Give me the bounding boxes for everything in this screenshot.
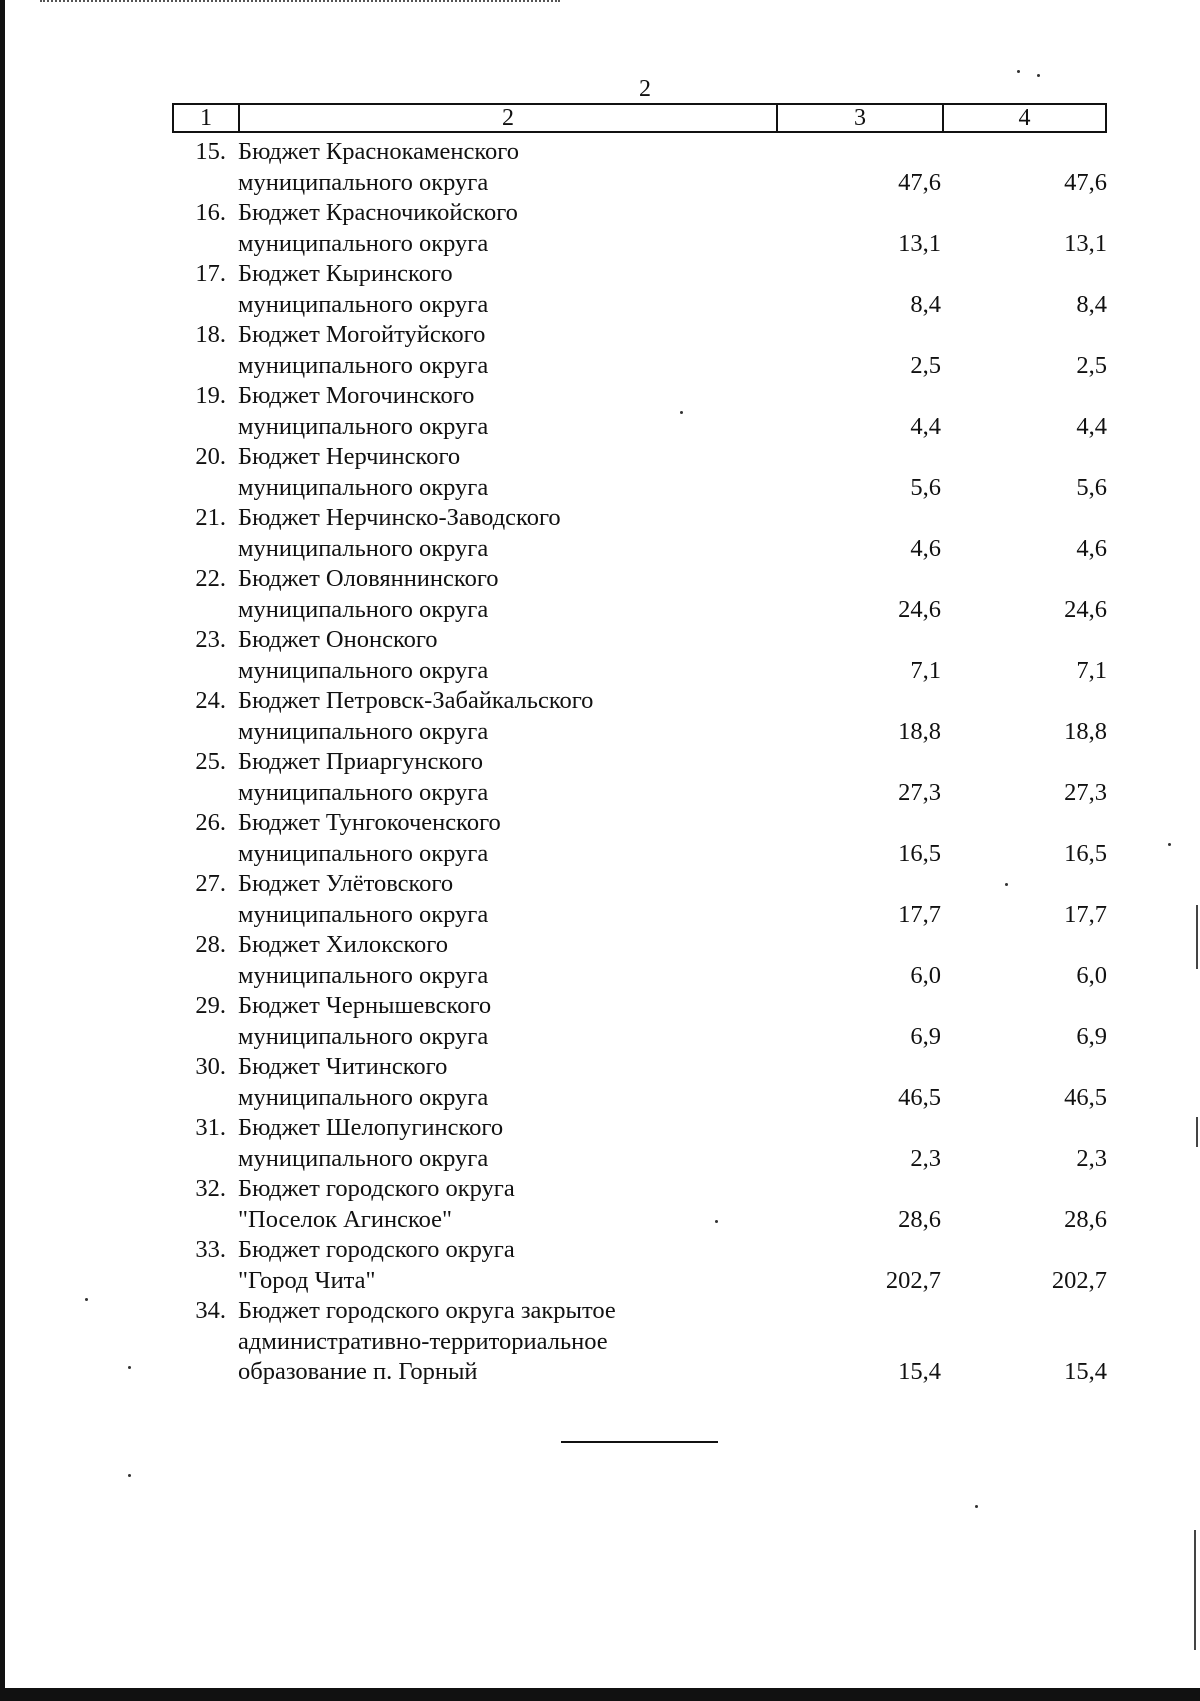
- row-value-col4: 46,5: [1064, 1083, 1107, 1111]
- row-number: 22.: [195, 565, 226, 592]
- row-budget-name-line: муниципального округа: [238, 595, 489, 623]
- row-budget-name-line: Бюджет Нерчинского: [238, 443, 461, 470]
- row-value-col3: 15,4: [898, 1358, 941, 1385]
- row-value-col4: 47,6: [1064, 168, 1107, 196]
- row-number: 34.: [195, 1297, 226, 1324]
- table-row: [172, 625, 1107, 686]
- row-budget-name: [238, 442, 798, 503]
- table-row: [172, 808, 1107, 869]
- row-value-col3: 7,1: [910, 656, 941, 684]
- table-row: [172, 747, 1107, 808]
- row-value-col3: 28,6: [898, 1205, 941, 1233]
- row-value-col3: 27,3: [898, 778, 941, 806]
- row-budget-name-line: Бюджет Красночикойского: [238, 199, 518, 226]
- row-value-col3: 6,0: [910, 961, 941, 989]
- scan-edge-tick: [1196, 1117, 1198, 1147]
- row-budget-name-line: муниципального округа: [238, 900, 489, 928]
- row-number: 25.: [195, 748, 226, 775]
- row-budget-name-line: административно-территориальное: [238, 1327, 608, 1355]
- row-number: 23.: [195, 626, 226, 653]
- row-budget-name: [238, 686, 798, 747]
- row-budget-name: [238, 503, 798, 564]
- scan-speck: [128, 1366, 131, 1369]
- row-value-col3: 4,6: [910, 534, 941, 562]
- row-value-col4: 16,5: [1064, 839, 1107, 867]
- row-budget-name-line: Бюджет Тунгокоченского: [238, 809, 501, 836]
- row-number: 17.: [195, 260, 226, 287]
- row-value-col3: 6,9: [910, 1022, 941, 1050]
- row-budget-name-line: Бюджет Кыринского: [238, 260, 453, 287]
- row-budget-name-line: муниципального округа: [238, 534, 489, 562]
- row-value-col3: 47,6: [898, 168, 941, 196]
- row-budget-name-line: "Поселок Агинское": [238, 1205, 453, 1233]
- row-budget-name: [238, 320, 798, 381]
- scan-speck: [85, 1298, 88, 1301]
- row-value-col3: 24,6: [898, 595, 941, 623]
- table-row: [172, 1052, 1107, 1113]
- row-budget-name-line: муниципального округа: [238, 1022, 489, 1050]
- row-budget-name-line: Бюджет Краснокаменского: [238, 138, 519, 165]
- table-row: [172, 259, 1107, 320]
- row-value-col4: 202,7: [1051, 1266, 1107, 1294]
- row-value-col4: 5,6: [1076, 473, 1107, 501]
- row-value-col3: 17,7: [898, 900, 941, 928]
- row-budget-name-line: Бюджет городского округа закрытое: [238, 1297, 616, 1324]
- scan-speck: [1037, 74, 1040, 77]
- table-row: [172, 1113, 1107, 1174]
- row-number: 29.: [195, 992, 226, 1019]
- row-number: 24.: [195, 687, 226, 714]
- row-budget-name-line: муниципального округа: [238, 229, 489, 257]
- row-value-col4: 2,3: [1076, 1144, 1107, 1172]
- scan-speck: [1017, 70, 1020, 73]
- scan-edge-tick: [1196, 905, 1198, 969]
- table-row: [172, 503, 1107, 564]
- row-value-col3: 4,4: [910, 412, 941, 440]
- row-value-col4: 27,3: [1064, 778, 1107, 806]
- row-value-col4: 17,7: [1064, 900, 1107, 928]
- row-budget-name: [238, 625, 798, 686]
- row-budget-name-line: муниципального округа: [238, 656, 489, 684]
- table-row: [172, 1174, 1107, 1235]
- row-budget-name-line: Бюджет Улётовского: [238, 870, 454, 897]
- header-cell-1: 1: [174, 105, 240, 131]
- row-budget-name: [238, 869, 798, 930]
- table-row: [172, 320, 1107, 381]
- row-budget-name-line: муниципального округа: [238, 961, 489, 989]
- row-budget-name: [238, 991, 798, 1052]
- row-number: 26.: [195, 809, 226, 836]
- row-value-col4: 24,6: [1064, 595, 1107, 623]
- row-budget-name-line: Бюджет Ононского: [238, 626, 438, 653]
- row-value-col3: 2,5: [910, 351, 941, 379]
- row-value-col4: 6,0: [1076, 961, 1107, 989]
- table-body: [172, 137, 1107, 1388]
- row-value-col4: 7,1: [1076, 656, 1107, 684]
- table-row: [172, 198, 1107, 259]
- row-number: 15.: [195, 138, 226, 165]
- header-cell-4: 4: [1018, 105, 1031, 131]
- row-value-col4: 8,4: [1076, 290, 1107, 318]
- row-budget-name-line: муниципального округа: [238, 1144, 489, 1172]
- row-budget-name-line: муниципального округа: [238, 290, 489, 318]
- row-budget-name: [238, 1174, 798, 1235]
- row-number: 18.: [195, 321, 226, 348]
- table-row: [172, 1296, 1107, 1388]
- row-budget-name: [238, 198, 798, 259]
- row-value-col4: 18,8: [1064, 717, 1107, 745]
- scan-edge-tick: [1194, 1530, 1196, 1650]
- row-value-col4: 2,5: [1076, 351, 1107, 379]
- row-value-col4: 13,1: [1064, 229, 1107, 257]
- row-number: 32.: [195, 1175, 226, 1202]
- row-number: 33.: [195, 1236, 226, 1263]
- table-row: [172, 686, 1107, 747]
- row-budget-name-line: муниципального округа: [238, 717, 489, 745]
- end-rule: [561, 1441, 718, 1443]
- row-budget-name-line: муниципального округа: [238, 778, 489, 806]
- row-budget-name-line: Бюджет Нерчинско-Заводского: [238, 504, 561, 531]
- scan-speck: [975, 1505, 978, 1508]
- row-budget-name-line: образование п. Горный: [238, 1358, 478, 1385]
- row-budget-name: [238, 1113, 798, 1174]
- header-cell-3: 3: [778, 105, 944, 131]
- table-row: [172, 137, 1107, 198]
- row-budget-name: [238, 259, 798, 320]
- row-budget-name-line: муниципального округа: [238, 168, 489, 196]
- row-number: 28.: [195, 931, 226, 958]
- table-row: [172, 442, 1107, 503]
- row-value-col4: 28,6: [1064, 1205, 1107, 1233]
- table-row: [172, 930, 1107, 991]
- row-value-col3: 2,3: [910, 1144, 941, 1172]
- row-budget-name: [238, 564, 798, 625]
- row-number: 19.: [195, 382, 226, 409]
- row-number: 21.: [195, 504, 226, 531]
- row-budget-name: [238, 747, 798, 808]
- row-value-col4: 6,9: [1076, 1022, 1107, 1050]
- row-value-col4: 4,6: [1076, 534, 1107, 562]
- row-budget-name-line: Бюджет Могочинского: [238, 382, 475, 409]
- table-row: [172, 1235, 1107, 1296]
- row-budget-name-line: Бюджет Хилокского: [238, 931, 448, 958]
- row-budget-name: [238, 930, 798, 991]
- row-number: 30.: [195, 1053, 226, 1080]
- row-budget-name: [238, 381, 798, 442]
- row-budget-name-line: муниципального округа: [238, 351, 489, 379]
- header-cell-2: 2: [240, 105, 778, 131]
- row-budget-name: [238, 1296, 798, 1388]
- table-row: [172, 564, 1107, 625]
- row-budget-name-line: "Город Чита": [238, 1266, 376, 1294]
- row-value-col3: 13,1: [898, 229, 941, 257]
- row-number: 20.: [195, 443, 226, 470]
- scan-bottom-border: [0, 1688, 1200, 1701]
- scan-left-border: [0, 0, 5, 1701]
- row-budget-name-line: Бюджет Приаргунского: [238, 748, 483, 775]
- row-value-col4: 4,4: [1076, 412, 1107, 440]
- row-value-col3: 5,6: [910, 473, 941, 501]
- row-budget-name-line: Бюджет Могойтуйского: [238, 321, 486, 348]
- row-number: 16.: [195, 199, 226, 226]
- table-row: [172, 991, 1107, 1052]
- table-row: [172, 869, 1107, 930]
- row-budget-name-line: муниципального округа: [238, 412, 489, 440]
- scan-top-marks: [40, 0, 560, 6]
- row-budget-name-line: Бюджет Оловяннинского: [238, 565, 499, 592]
- scan-speck: [128, 1474, 131, 1477]
- row-value-col3: 8,4: [910, 290, 941, 318]
- row-budget-name: [238, 1052, 798, 1113]
- table-header: [172, 103, 1107, 133]
- row-value-col3: 16,5: [898, 839, 941, 867]
- row-value-col3: 46,5: [898, 1083, 941, 1111]
- row-value-col3: 18,8: [898, 717, 941, 745]
- scan-speck: [1168, 843, 1171, 846]
- row-budget-name-line: Бюджет Петровск-Забайкальского: [238, 687, 594, 714]
- row-budget-name: [238, 1235, 798, 1296]
- page-number: 2: [639, 76, 651, 102]
- row-value-col4: 15,4: [1064, 1358, 1107, 1385]
- row-budget-name: [238, 808, 798, 869]
- row-budget-name-line: Бюджет Шелопугинского: [238, 1114, 504, 1141]
- row-number: 31.: [195, 1114, 226, 1141]
- row-value-col3: 202,7: [885, 1266, 941, 1294]
- table-row: [172, 381, 1107, 442]
- row-number: 27.: [195, 870, 226, 897]
- row-budget-name: [238, 137, 798, 198]
- row-budget-name-line: муниципального округа: [238, 839, 489, 867]
- row-budget-name-line: Бюджет Чернышевского: [238, 992, 492, 1019]
- row-budget-name-line: Бюджет городского округа: [238, 1236, 515, 1263]
- row-budget-name-line: Бюджет Читинского: [238, 1053, 448, 1080]
- row-budget-name-line: муниципального округа: [238, 1083, 489, 1111]
- row-budget-name-line: Бюджет городского округа: [238, 1175, 515, 1202]
- row-budget-name-line: муниципального округа: [238, 473, 489, 501]
